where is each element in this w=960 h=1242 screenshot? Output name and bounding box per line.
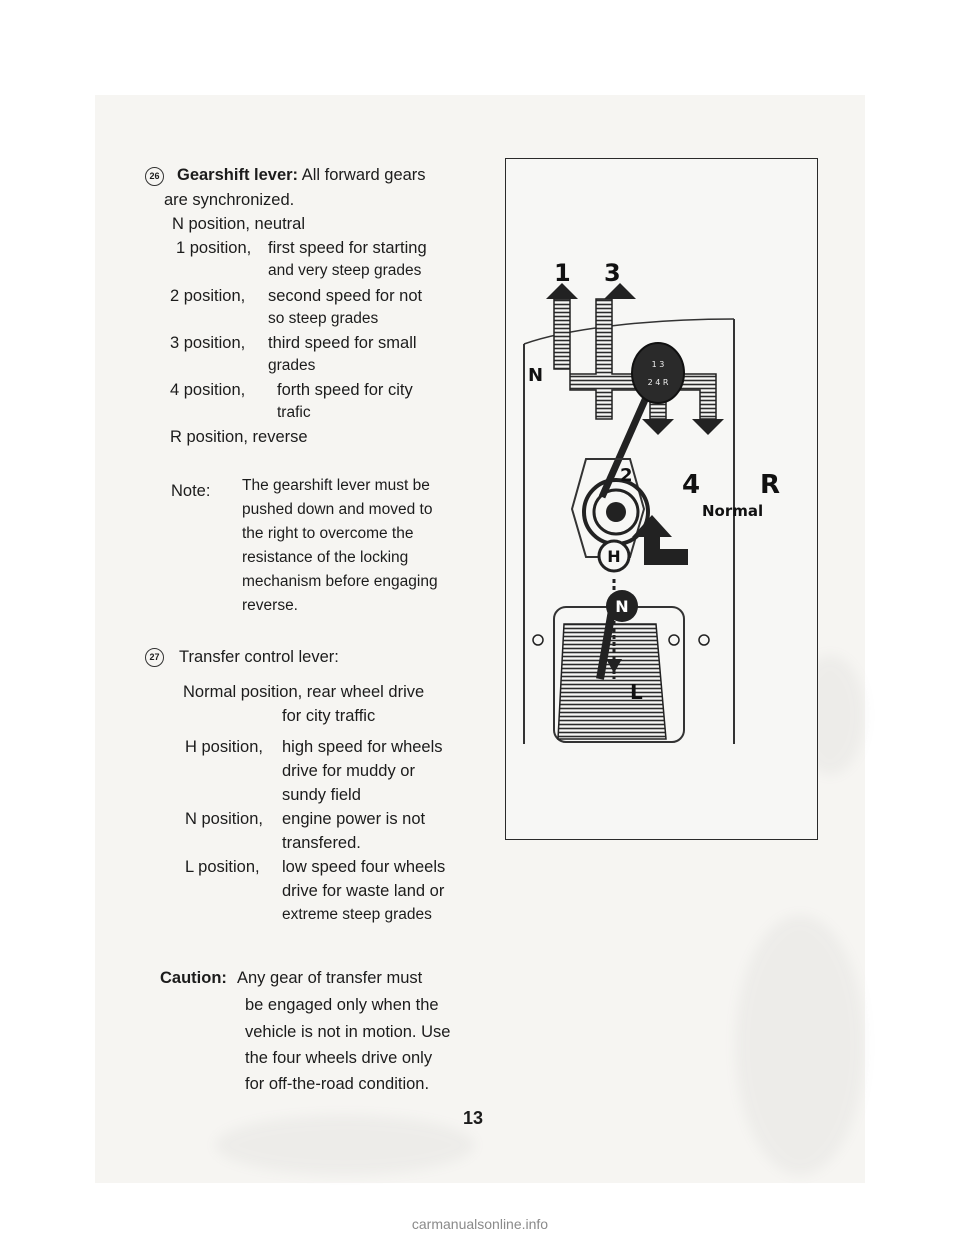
note-label: Note: (171, 482, 211, 500)
p3-desc: third speed for small (268, 334, 417, 352)
note-line-6: reverse. (242, 597, 298, 614)
l-label: L position, (185, 858, 260, 876)
caution-line-3: vehicle is not in motion. Use (245, 1023, 451, 1041)
gear-n-label: N (528, 365, 544, 386)
caution-line-5: for off-the-road condition. (245, 1075, 430, 1093)
p4-desc: forth speed for city (277, 381, 413, 399)
transfer-n-label: N (615, 597, 629, 616)
gear-2-label: 2 (620, 465, 633, 486)
item-number-badge: 27 (145, 648, 164, 667)
transfer-h-label: H (607, 547, 621, 566)
p2-desc: second speed for not (268, 287, 423, 305)
gearshift-diagram (505, 158, 818, 840)
diagram-svg (506, 159, 817, 839)
arrow-r-icon (692, 419, 724, 435)
l-desc-cont-2: extreme steep grades (282, 906, 432, 923)
h-desc-cont: drive for muddy or (282, 762, 415, 780)
p1-desc-cont: and very steep grades (268, 262, 422, 279)
h-label: H position, (185, 738, 263, 756)
n-position-line: N position, neutral (172, 215, 305, 233)
normal-position-cont: for city traffic (282, 707, 376, 725)
r-position-line: R position, reverse (170, 428, 308, 446)
gearshift-title: Gearshift lever: (177, 166, 299, 184)
caution-line-4: the four wheels drive only (245, 1049, 433, 1067)
p4-desc-cont: trafic (277, 404, 311, 421)
p1-label: 1 position, (176, 239, 252, 257)
l-desc-cont: drive for waste land or (282, 882, 445, 900)
gearshift-intro-cont: are synchronized. (164, 191, 295, 209)
gearshift-knob (632, 343, 684, 403)
n-label: N position, (185, 810, 263, 828)
arrow-4-icon (642, 419, 674, 435)
note-line-5: mechanism before engaging (242, 573, 438, 590)
p3-label: 3 position, (170, 334, 246, 352)
gear-4-label: 4 (682, 470, 701, 500)
gearshift-intro: All forward gears (301, 166, 426, 184)
stain (735, 915, 865, 1175)
p2-desc-cont: so steep grades (268, 310, 379, 327)
caution-label: Caution: (160, 969, 227, 987)
p2-label: 2 position, (170, 287, 246, 305)
caution-line-1: Any gear of transfer must (237, 969, 423, 987)
knob-pattern-bottom: 2 4 R (647, 378, 669, 387)
p4-label: 4 position, (170, 381, 246, 399)
footer-watermark[interactable]: carmanualsonline.info (411, 1216, 549, 1232)
p1-desc: first speed for starting (268, 239, 427, 257)
caution-line-2: be engaged only when the (245, 996, 439, 1014)
h-desc-cont-2: sundy field (282, 786, 361, 804)
transfer-boot (558, 624, 666, 739)
note-line-4: resistance of the locking (242, 549, 409, 566)
transfer-l-label: L (630, 680, 643, 704)
knob-pattern-top: 1 3 (651, 360, 665, 369)
note-line-1: The gearshift lever must be (242, 477, 430, 494)
screw-icon (699, 635, 709, 645)
normal-label: Normal (702, 502, 764, 520)
note-line-2: pushed down and moved to (242, 501, 433, 518)
note-line-3: the right to overcome the (242, 525, 414, 542)
transfer-title: Transfer control lever: (179, 648, 339, 666)
stain (215, 1115, 475, 1175)
gear-boot-center (606, 502, 626, 522)
gear-r-label: R (760, 470, 781, 500)
normal-position-line: Normal position, rear wheel drive (183, 683, 425, 701)
l-desc: low speed four wheels (282, 858, 446, 876)
p3-desc-cont: grades (268, 357, 316, 374)
gearshift-heading (177, 163, 426, 187)
n-desc-cont: transfered. (282, 834, 361, 852)
screw-icon (669, 635, 679, 645)
h-desc: high speed for wheels (282, 738, 443, 756)
gear-1-label: 1 (554, 259, 571, 287)
item-number-badge: 26 (145, 167, 164, 186)
gear-3-label: 3 (604, 259, 621, 287)
page-number: 13 (463, 1108, 484, 1128)
screw-icon (533, 635, 543, 645)
n-desc: engine power is not (282, 810, 426, 828)
